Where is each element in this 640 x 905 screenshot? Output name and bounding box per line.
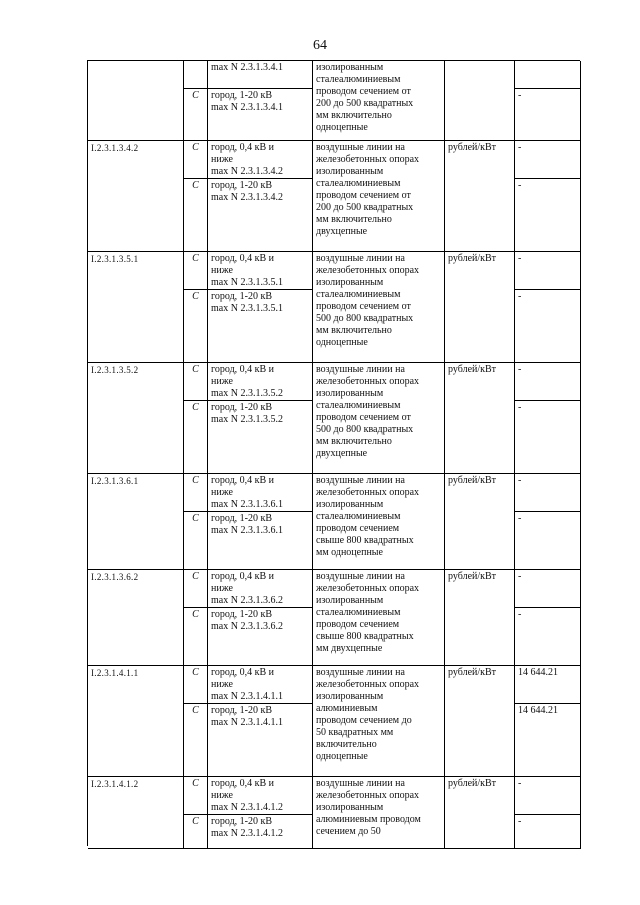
condition-cell: город, 0,4 кВ и ниже max N 2.3.1.4.1.2	[208, 777, 313, 815]
condition-cell: город, 0,4 кВ и ниже max N 2.3.1.3.5.1	[208, 252, 313, 290]
description-cell: изолированным сталеалюминиевым проводом сечением от 200 до 500 квадратных мм включительно одноцепные	[313, 61, 445, 141]
condition-cell: город, 0,4 кВ и ниже max N 2.3.1.3.6.1	[208, 474, 313, 512]
description-cell: воздушные линии на железобетонных опорах изолированным сталеалюминиевым проводом сечением от 500 до 800 квадратных мм включительно одноцепные	[313, 252, 445, 363]
condition-cell: город, 1-20 кВ max N 2.3.1.4.1.1	[208, 704, 313, 777]
condition-cell: город, 1-20 кВ max N 2.3.1.3.6.2	[208, 608, 313, 666]
category-cell: С	[184, 401, 208, 474]
condition-cell: город, 0,4 кВ и ниже max N 2.3.1.3.6.2	[208, 570, 313, 608]
unit-cell: рублей/кВт	[445, 363, 515, 474]
value-cell: -	[515, 512, 581, 570]
value-cell: -	[515, 252, 581, 290]
unit-cell	[445, 61, 515, 141]
row-code: I.2.3.1.4.1.1	[88, 666, 184, 777]
page-number: 64	[313, 38, 327, 53]
value-cell: 14 644.21	[515, 666, 581, 704]
value-cell: -	[515, 141, 581, 179]
category-cell: С	[184, 290, 208, 363]
category-cell: С	[184, 141, 208, 179]
value-cell: -	[515, 777, 581, 815]
condition-cell: город, 0,4 кВ и ниже max N 2.3.1.3.4.2	[208, 141, 313, 179]
tariff-table	[87, 60, 580, 846]
value-cell: -	[515, 363, 581, 401]
unit-cell: рублей/кВт	[445, 570, 515, 666]
value-cell: -	[515, 474, 581, 512]
category-cell: С	[184, 363, 208, 401]
condition-cell: город, 1-20 кВ max N 2.3.1.3.5.1	[208, 290, 313, 363]
value-cell: -	[515, 290, 581, 363]
description-cell: воздушные линии на железобетонных опорах изолированным сталеалюминиевым проводом сечением от 200 до 500 квадратных мм включительно двухцепные	[313, 141, 445, 252]
category-cell: С	[184, 666, 208, 704]
description-cell: воздушные линии на железобетонных опорах изолированным алюминиевым проводом сечением до 50	[313, 777, 445, 849]
category-cell: С	[184, 89, 208, 141]
row-code: I.2.3.1.3.5.1	[88, 252, 184, 363]
unit-cell: рублей/кВт	[445, 141, 515, 252]
unit-cell: рублей/кВт	[445, 474, 515, 570]
condition-cell: max N 2.3.1.3.4.1	[208, 61, 313, 89]
category-cell: С	[184, 252, 208, 290]
condition-cell: город, 1-20 кВ max N 2.3.1.3.6.1	[208, 512, 313, 570]
category-cell: С	[184, 512, 208, 570]
condition-cell: город, 1-20 кВ max N 2.3.1.3.5.2	[208, 401, 313, 474]
value-cell: 14 644.21	[515, 704, 581, 777]
unit-cell: рублей/кВт	[445, 777, 515, 849]
row-code: I.2.3.1.3.6.1	[88, 474, 184, 570]
row-code: I.2.3.1.3.6.2	[88, 570, 184, 666]
row-code: I.2.3.1.4.1.2	[88, 777, 184, 849]
category-cell: С	[184, 704, 208, 777]
value-cell: -	[515, 570, 581, 608]
category-cell	[184, 61, 208, 89]
value-cell: -	[515, 608, 581, 666]
condition-cell: город, 1-20 кВ max N 2.3.1.4.1.2	[208, 815, 313, 849]
condition-cell: город, 0,4 кВ и ниже max N 2.3.1.3.5.2	[208, 363, 313, 401]
category-cell: С	[184, 474, 208, 512]
value-cell: -	[515, 179, 581, 252]
condition-cell: город, 1-20 кВ max N 2.3.1.3.4.1	[208, 89, 313, 141]
category-cell: С	[184, 570, 208, 608]
category-cell: С	[184, 179, 208, 252]
condition-cell: город, 0,4 кВ и ниже max N 2.3.1.4.1.1	[208, 666, 313, 704]
description-cell: воздушные линии на железобетонных опорах изолированным сталеалюминиевым проводом сечением свыше 800 квадратных мм двухцепные	[313, 570, 445, 666]
row-code	[88, 61, 184, 141]
condition-cell: город, 1-20 кВ max N 2.3.1.3.4.2	[208, 179, 313, 252]
row-code: I.2.3.1.3.5.2	[88, 363, 184, 474]
value-cell	[515, 61, 581, 89]
value-cell: -	[515, 89, 581, 141]
unit-cell: рублей/кВт	[445, 252, 515, 363]
category-cell: С	[184, 608, 208, 666]
row-code: I.2.3.1.3.4.2	[88, 141, 184, 252]
description-cell: воздушные линии на железобетонных опорах изолированным алюминиевым проводом сечением до 50 квадратных мм включительно одноцепные	[313, 666, 445, 777]
category-cell: С	[184, 815, 208, 849]
value-cell: -	[515, 401, 581, 474]
category-cell: С	[184, 777, 208, 815]
description-cell: воздушные линии на железобетонных опорах изолированным сталеалюминиевым проводом сечением свыше 800 квадратных мм одноцепные	[313, 474, 445, 570]
description-cell: воздушные линии на железобетонных опорах изолированным сталеалюминиевым проводом сечением от 500 до 800 квадратных мм включительно двухцепные	[313, 363, 445, 474]
value-cell: -	[515, 815, 581, 849]
unit-cell: рублей/кВт	[445, 666, 515, 777]
